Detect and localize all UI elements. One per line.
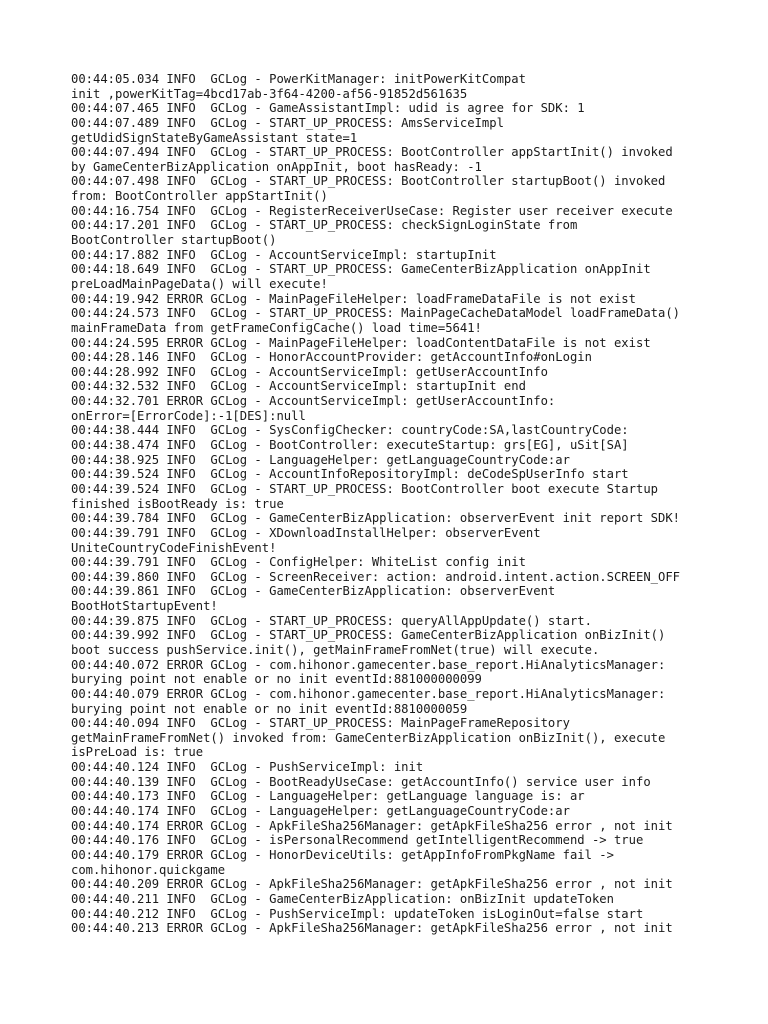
log-line: getMainFrameFromNet() invoked from: GameCenterBizApplication onBizInit(), execute [71,730,666,745]
log-line: UniteCountryCodeFinishEvent! [71,540,277,555]
log-line: 00:44:40.094 INFO GCLog - START_UP_PROCESS: MainPageFrameRepository [71,716,570,731]
log-line: from: BootController appStartInit() [71,189,328,204]
log-line: 00:44:24.595 ERROR GCLog - MainPageFileHelper: loadContentDataFile is not exist [71,335,651,350]
log-line: BootHotStartupEvent! [71,599,218,614]
log-line: 00:44:28.992 INFO GCLog - AccountServiceImpl: getUserAccountInfo [71,364,548,379]
log-line: 00:44:38.925 INFO GCLog - LanguageHelper: getLanguageCountryCode:ar [71,452,570,467]
log-line: 00:44:39.784 INFO GCLog - GameCenterBizApplication: observerEvent init report SDK! [71,511,681,526]
log-line: 00:44:07.498 INFO GCLog - START_UP_PROCESS: BootController startupBoot() invoked [71,174,666,189]
log-line: preLoadMainPageData() will execute! [71,276,328,291]
log-line: by GameCenterBizApplication onAppInit, boot hasReady: -1 [71,159,482,174]
log-line: burying point not enable or no init eventId:881000000099 [71,672,482,687]
log-line: 00:44:40.139 INFO GCLog - BootReadyUseCase: getAccountInfo() service user info [71,774,651,789]
log-line: init ,powerKitTag=4bcd17ab-3f64-4200-af56-91852d561635 [71,86,468,101]
log-line: 00:44:32.532 INFO GCLog - AccountServiceImpl: startupInit end [71,379,526,394]
log-line: 00:44:39.861 INFO GCLog - GameCenterBizApplication: observerEvent [71,584,556,599]
log-line: 00:44:40.212 INFO GCLog - PushServiceImpl: updateToken isLoginOut=false start [71,906,644,921]
log-line: 00:44:39.791 INFO GCLog - XDownloadInstallHelper: observerEvent [71,525,541,540]
log-line: 00:44:38.474 INFO GCLog - BootController: executeStartup: grs[EG], uSit[SA] [71,438,629,453]
log-line: 00:44:38.444 INFO GCLog - SysConfigChecker: countryCode:SA,lastCountryCode: [71,423,629,438]
log-line: 00:44:05.034 INFO GCLog - PowerKitManager: initPowerKitCompat [71,72,526,86]
log-line: isPreLoad is: true [71,745,204,760]
log-line: 00:44:39.524 INFO GCLog - START_UP_PROCESS: BootController boot execute Startup [71,481,658,496]
log-line: getUdidSignStateByGameAssistant state=1 [71,130,358,145]
log-line: 00:44:40.124 INFO GCLog - PushServiceImpl: init [71,760,424,775]
log-line: 00:44:17.882 INFO GCLog - AccountServiceImpl: startupInit [71,247,497,262]
log-line: 00:44:40.174 ERROR GCLog - ApkFileSha256Manager: getApkFileSha256 error , not init [71,818,673,833]
log-line: 00:44:28.146 INFO GCLog - HonorAccountProvider: getAccountInfo#onLogin [71,350,592,365]
log-line: 00:44:40.176 INFO GCLog - isPersonalRecommend getIntelligentRecommend -> true [71,833,644,848]
log-line: 00:44:32.701 ERROR GCLog - AccountServiceImpl: getUserAccountInfo: [71,394,556,409]
log-line: 00:44:39.992 INFO GCLog - START_UP_PROCESS: GameCenterBizApplication onBizInit() [71,628,666,643]
log-line: 00:44:07.494 INFO GCLog - START_UP_PROCESS: BootController appStartInit() invoked [71,145,673,160]
log-line: 00:44:40.179 ERROR GCLog - HonorDeviceUtils: getAppInfoFromPkgName fail -> [71,847,614,862]
log-line: 00:44:40.213 ERROR GCLog - ApkFileSha256Manager: getApkFileSha256 error , not init [71,921,673,936]
log-line: 00:44:40.209 ERROR GCLog - ApkFileSha256Manager: getApkFileSha256 error , not init [71,877,673,892]
log-text-block [71,72,711,936]
log-line: 00:44:07.465 INFO GCLog - GameAssistantImpl: udid is agree for SDK: 1 [71,101,585,116]
log-line: mainFrameData from getFrameConfigCache() load time=5641! [71,320,482,335]
log-line: 00:44:18.649 INFO GCLog - START_UP_PROCESS: GameCenterBizApplication onAppInit [71,262,651,277]
log-line: 00:44:40.072 ERROR GCLog - com.hihonor.gamecenter.base_report.HiAnalyticsManager: [71,657,666,672]
log-line: 00:44:39.791 INFO GCLog - ConfigHelper: WhiteList config init [71,555,526,570]
log-line: 00:44:40.174 INFO GCLog - LanguageHelper: getLanguageCountryCode:ar [71,804,570,819]
log-line: boot success pushService.init(), getMainFrameFromNet(true) will execute. [71,642,600,657]
log-line: 00:44:16.754 INFO GCLog - RegisterReceiverUseCase: Register user receiver execute [71,203,673,218]
log-line: 00:44:40.211 INFO GCLog - GameCenterBizApplication: onBizInit updateToken [71,891,614,906]
log-line: 00:44:39.860 INFO GCLog - ScreenReceiver: action: android.intent.action.SCREEN_OFF [71,569,681,584]
log-line: finished isBootReady is: true [71,496,284,511]
log-line: 00:44:39.524 INFO GCLog - AccountInfoRepositoryImpl: deCodeSpUserInfo start [71,467,629,482]
log-line: 00:44:07.489 INFO GCLog - START_UP_PROCESS: AmsServiceImpl [71,115,504,130]
log-line: 00:44:17.201 INFO GCLog - START_UP_PROCESS: checkSignLoginState from [71,218,578,233]
log-line: 00:44:40.173 INFO GCLog - LanguageHelper: getLanguage language is: ar [71,789,585,804]
log-line: com.hihonor.quickgame [71,862,226,877]
log-line: 00:44:39.875 INFO GCLog - START_UP_PROCESS: queryAllAppUpdate() start. [71,613,592,628]
log-line: burying point not enable or no init eventId:8810000059 [71,701,468,716]
log-line: 00:44:19.942 ERROR GCLog - MainPageFileHelper: loadFrameDataFile is not exist [71,291,636,306]
log-line: BootController startupBoot() [71,233,277,248]
log-line: onError=[ErrorCode]:-1[DES]:null [71,408,306,423]
log-line: 00:44:24.573 INFO GCLog - START_UP_PROCESS: MainPageCacheDataModel loadFrameData() [71,306,681,321]
log-line: 00:44:40.079 ERROR GCLog - com.hihonor.gamecenter.base_report.HiAnalyticsManager: [71,686,666,701]
